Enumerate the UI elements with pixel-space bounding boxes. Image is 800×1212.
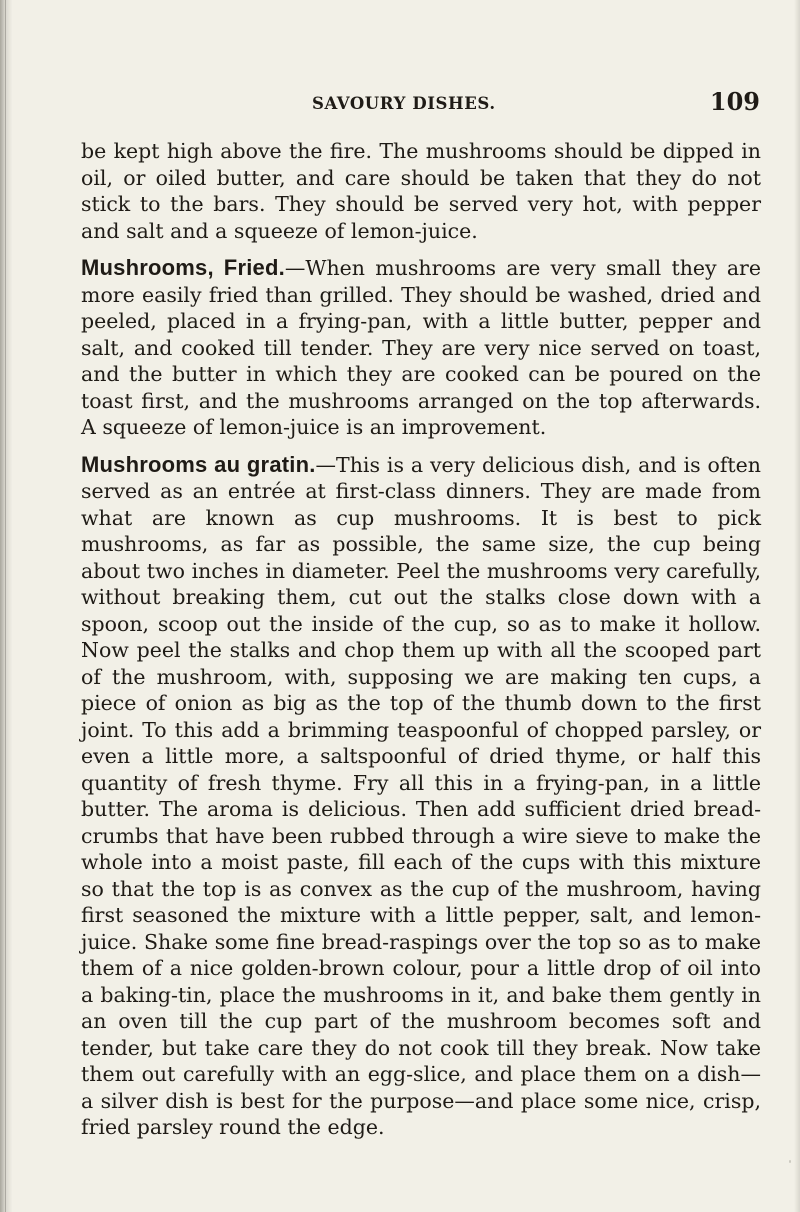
page-number: 109 bbox=[709, 87, 760, 116]
paragraph-continuation bbox=[81, 138, 761, 244]
paragraph-text: —This is a very delicious dish, and is often served as an entrée at first-class dinners. They are made from what are known as cup mushrooms. It is best to pick mushrooms, as far as possible, the same size, the cup being about two inches in diameter. Peel the mushrooms very carefully, without breaking them, cut out the stalks close down with a spoon, scoop out the inside of the cup, so as to make it hollow. Now peel the stalks and chop them up with all the scooped part of the mushroom, with, supposing we are making ten cups, a piece of onion as big as the top of the thumb down to the first joint. To this add a brimming teaspoonful of chopped parsley, or even a little more, a saltspoonful of dried thyme, or half this quantity of fresh thyme. Fry all this in a frying-pan, in a little butter. The aroma is delicious. Then add sufficient dried bread-crumbs that have been rubbed through a wire sieve to make the whole into a moist paste, fill each of the cups with this mixture so that the top is as convex as the cup of the mushroom, having first seasoned the mixture with a little pepper, salt, and lemon-juice. Shake some fine bread-raspings over the top so as to make them of a nice golden-brown colour, pour a little drop of oil into a baking-tin, place the mushrooms in it, and bake them gently in an oven till the cup part of the mushroom becomes soft and tender, but take care they do not cook till they break. Now take them out carefully with an egg-slice, and place them on a dish—a silver dish is best for the purpose—and place some nice, crisp, fried parsley round the edge. bbox=[81, 452, 762, 1139]
page-edge-shadow bbox=[794, 0, 800, 1212]
paragraph-mushrooms-fried bbox=[81, 255, 761, 441]
paragraph-text: —When mushrooms are very small they are more easily fried than grilled. They should be washed, dried and peeled, placed in a frying-pan, with a little butter, pepper and salt, and cooked till tender. They are very nice served on toast, and the butter in which they are cooked can be poured on the toast first, and the mushrooms arranged on the top afterwards. A squeeze of lemon-juice is an improvement. bbox=[81, 256, 761, 439]
paper-speck bbox=[213, 380, 216, 382]
section-heading-mushrooms-au-gratin: Mushrooms au gratin. bbox=[81, 451, 316, 477]
paragraph-mushrooms-au-gratin bbox=[81, 452, 761, 1141]
paragraph-text: be kept high above the fire. The mushrooms should be dipped in oil, or oiled butter, and care should be taken that they do not stick to the bars. They should be served very hot, with pepper and salt and a squeeze of lemon-juice. bbox=[81, 139, 761, 243]
running-head: SAVOURY DISHES. bbox=[312, 94, 496, 113]
page-gutter-line bbox=[5, 0, 6, 1212]
paper-speck bbox=[789, 1160, 791, 1163]
page-gutter-shadow bbox=[0, 0, 12, 1212]
page-header bbox=[80, 87, 760, 130]
section-heading-mushrooms-fried: Mushrooms, Fried. bbox=[81, 255, 285, 280]
body-text bbox=[81, 138, 761, 1152]
